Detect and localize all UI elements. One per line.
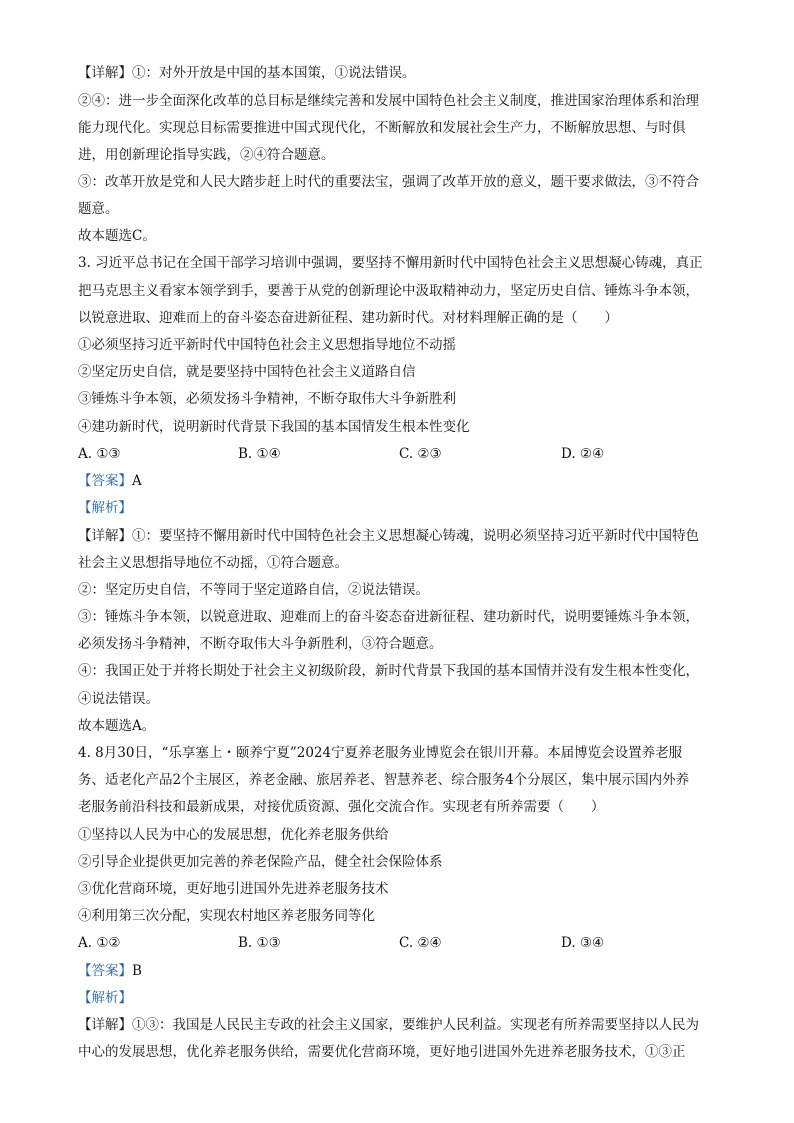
q3-detail-line-5: 必须发扬斗争精神，不断夺取伟大斗争新胜利，③符合题意。 (78, 636, 443, 652)
q3-detail-line-3: ②：坚定历史自信，不等同于坚定道路自信，②说法错误。 (78, 582, 429, 598)
answer-value: B (132, 963, 142, 979)
q2-detail-line-4: 进，用创新理论指导实践，②④符合题意。 (78, 147, 335, 163)
q4-answer (78, 962, 718, 980)
q3-answer (78, 472, 718, 490)
q4-stem-line-2: 务、适老化产品2个主展区，养老金融、旅居养老、智慧养老、综合服务4个分展区，集中展示国内外养 (78, 772, 690, 788)
answer-tag: 【答案】 (78, 473, 132, 489)
q4-options (78, 934, 718, 952)
q3-detail-line-7: ④说法错误。 (78, 691, 159, 707)
q4-option-c: C. ②④ (399, 935, 442, 951)
q3-stem-line-2: 把马克思主义看家本领学到手，要善于从党的创新理论中汲取精神动力，坚定历史自信、锤炼斗争本领， (78, 283, 699, 299)
q2-detail-line-5: ③：改革开放是党和人民大踏步赶上时代的重要法宝，强调了改革开放的意义，题干要求做法，③不符合 (78, 174, 699, 190)
q2-detail-line-3: 能力现代化。实现总目标需要推进中国式现代化，不断解放和发展社会生产力，不断解放思想、与时俱 (78, 120, 686, 136)
q3-option-c: C. ②③ (399, 446, 442, 462)
q3-item-3: ③锤炼斗争本领，必须发扬斗争精神，不断夺取伟大斗争新胜利 (78, 391, 456, 407)
q3-option-b: B. ①④ (238, 446, 281, 462)
q4-option-b: B. ①③ (238, 935, 281, 951)
q4-item-4: ④利用第三次分配，实现农村地区养老服务同等化 (78, 908, 375, 924)
q3-item-4: ④建功新时代，说明新时代背景下我国的基本国情发生根本性变化 (78, 419, 470, 435)
q3-conclusion: 故本题选A。 (78, 718, 156, 734)
q4-analysis-tag: 【解析】 (78, 990, 132, 1006)
q3-analysis-tag: 【解析】 (78, 500, 132, 516)
q2-detail-line-6: 题意。 (78, 201, 119, 217)
q4-stem-line-1: 4. 8月30日，“乐享塞上・颐养宁夏”2024宁夏养老服务业博览会在银川开幕。本届博览会设置养老服 (78, 745, 683, 761)
q4-option-a: A. ①② (78, 935, 121, 951)
q4-item-3: ③优化营商环境，更好地引进国外先进养老服务技术 (78, 881, 389, 897)
q3-item-2: ②坚定历史自信，就是要坚持中国特色社会主义道路自信 (78, 364, 416, 380)
q3-detail-line-2: 社会主义思想指导地位不动摇，①符合题意。 (78, 555, 348, 571)
answer-tag: 【答案】 (78, 963, 132, 979)
q3-stem-line-1: 3. 习近平总书记在全国干部学习培训中强调，要坚持不懈用新时代中国特色社会主义思想凝心铸魂，真正 (78, 255, 703, 271)
q4-item-1: ①坚持以人民为中心的发展思想，优化养老服务供给 (78, 827, 389, 843)
detail-tag: 【详解】 (78, 1017, 132, 1033)
q4-stem-line-3: 老服务前沿科技和最新成果，对接优质资源、强化交流合作。实现老有所养需要（ ） (78, 799, 605, 815)
q4-detail-line-1: 【详解】①③：我国是人民民主专政的社会主义国家，要维护人民利益。实现老有所养需要坚持以人民为 (78, 1017, 699, 1033)
q3-detail-line-1: 【详解】①：要坚持不懈用新时代中国特色社会主义思想凝心铸魂，说明必须坚持习近平新时代中国特色 (78, 528, 699, 544)
detail-tag: 【详解】 (78, 65, 132, 81)
q3-stem-line-3: 以锐意进取、迎难而上的奋斗姿态奋进新征程、建功新时代。对材料理解正确的是（ ） (78, 310, 618, 326)
q3-detail-line-4: ③：锤炼斗争本领，以锐意进取、迎难而上的奋斗姿态奋进新征程、建功新时代，说明要锤炼斗争本领， (78, 609, 699, 625)
q3-option-d: D. ②④ (561, 446, 605, 462)
q4-detail-line-2: 中心的发展思想，优化养老服务供给，需要优化营商环境，更好地引进国外先进养老服务技术，①③正 (78, 1044, 686, 1060)
q2-detail-line-2: ②④：进一步全面深化改革的总目标是继续完善和发展中国特色社会主义制度，推进国家治理体系和治理 (78, 93, 699, 109)
q2-conclusion: 故本题选C。 (78, 228, 156, 244)
q2-detail-line-1: 【详解】①：对外开放是中国的基本国策，①说法错误。 (78, 65, 416, 81)
q3-option-a: A. ①③ (78, 446, 121, 462)
q3-item-1: ①必须坚持习近平新时代中国特色社会主义思想指导地位不动摇 (78, 337, 456, 353)
q4-option-d: D. ③④ (561, 935, 605, 951)
answer-value: A (132, 473, 142, 489)
q3-options (78, 445, 718, 463)
q3-detail-line-6: ④：我国正处于并将长期处于社会主义初级阶段，新时代背景下我国的基本国情并没有发生根本性变化， (78, 663, 699, 679)
q4-item-2: ②引导企业提供更加完善的养老保险产品，健全社会保险体系 (78, 854, 443, 870)
detail-tag: 【详解】 (78, 528, 132, 544)
